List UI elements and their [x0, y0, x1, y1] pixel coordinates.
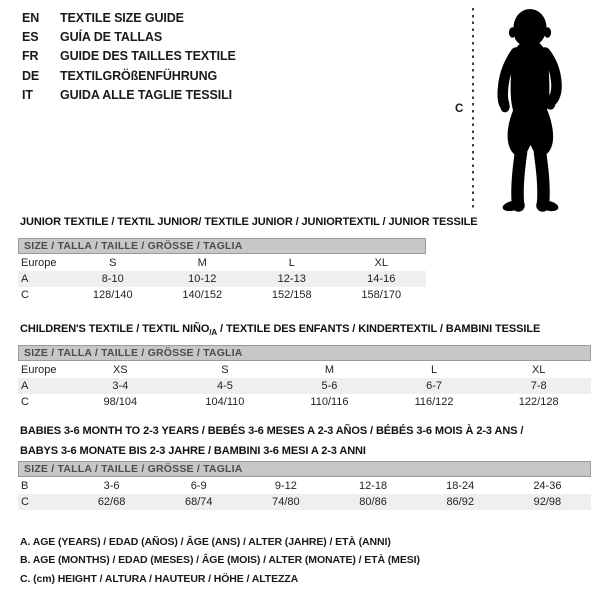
footnotes — [20, 533, 420, 588]
size-cell: 12-18 — [358, 480, 388, 492]
size-cell: 10-12 — [188, 273, 217, 285]
size-cell: XL — [374, 257, 388, 269]
size-cell: 3-4 — [112, 380, 129, 392]
junior-size-table — [18, 255, 426, 303]
row-label-cell: Europe — [21, 257, 57, 269]
size-cell: S — [221, 364, 229, 376]
language-code: FR — [22, 49, 39, 64]
size-cell: 116/122 — [414, 396, 454, 408]
size-cell: 8-10 — [101, 273, 124, 285]
size-cell: S — [109, 257, 117, 269]
language-code: EN — [22, 11, 40, 25]
children-size-table — [18, 362, 591, 410]
section-title-text: BABIES 3-6 MONTH TO 2-3 YEARS / BEBÉS 3-6 MESES A 2-3 AÑOS / BÉBÉS 3-6 MOIS À 2-3 ANS / — [20, 425, 524, 437]
row-label-cell: Europe — [21, 364, 57, 376]
size-cell: 18-24 — [446, 480, 475, 492]
row-label-cell: A — [21, 380, 29, 392]
language-row-fr — [22, 47, 236, 66]
row-label-cell: A — [21, 273, 29, 285]
baby-toddler-silhouette-icon — [483, 6, 578, 212]
language-row-es — [22, 28, 236, 47]
language-row-en — [22, 9, 236, 28]
table-row — [18, 362, 591, 378]
language-title: GUIDA ALLE TAGLIE TESSILI — [60, 87, 233, 102]
language-title: TEXTILE SIZE GUIDE — [60, 11, 184, 25]
language-code: DE — [22, 68, 40, 83]
size-header-bar: SIZE / TALLA / TAILLE / GRÖSSE / TAGLIA — [18, 461, 591, 477]
row-label-cell: C — [21, 289, 29, 301]
size-header-bar: SIZE / TALLA / TAILLE / GRÖSSE / TAGLIA — [18, 238, 426, 254]
section-title-text: JUNIOR TEXTILE / TEXTIL JUNIOR/ TEXTILE JUNIOR / JUNIORTEXTIL / JUNIOR TESSILE — [20, 216, 478, 228]
section-title-children — [20, 321, 540, 341]
size-cell: L — [431, 364, 438, 376]
size-cell: 140/152 — [182, 289, 223, 301]
size-cell: 3-6 — [103, 480, 120, 492]
row-label-cell: C — [21, 396, 29, 408]
babies-size-table — [18, 478, 591, 510]
section-title-line2: BABYS 3-6 MONATE BIS 2-3 JAHRE / BAMBINI 3-6 MESI A 2-3 ANNI — [20, 445, 366, 458]
size-cell: 98/104 — [103, 396, 138, 408]
section-title-babies — [20, 423, 523, 459]
size-cell: 128/140 — [92, 289, 133, 301]
size-cell: 6-9 — [190, 480, 207, 492]
size-cell: XL — [531, 364, 546, 376]
language-row-de — [22, 67, 236, 86]
language-title: GUIDE DES TAILLES TEXTILE — [60, 49, 236, 64]
section-title-text: / TEXTILE DES ENFANTS / KINDERTEXTIL / BAMBINI TESSILE — [217, 323, 541, 335]
size-cell: 158/170 — [361, 289, 402, 301]
size-cell: L — [288, 257, 295, 269]
language-title: GUÍA DE TALLAS — [60, 30, 163, 45]
section-title-text: CHILDREN'S TEXTILE / TEXTIL NIÑO — [20, 323, 210, 335]
size-cell: XS — [112, 364, 128, 376]
size-cell: 4-5 — [216, 380, 233, 392]
size-cell: 7-8 — [530, 380, 547, 392]
language-code: ES — [22, 30, 39, 45]
footnote-b: B. AGE (MONTHS) / EDAD (MESES) / ÂGE (MOIS) / ALTER (MONATE) / ETÀ (MESI) — [20, 554, 420, 567]
size-cell: 24-36 — [533, 480, 562, 492]
size-cell: 14-16 — [367, 273, 396, 285]
size-cell: M — [324, 364, 335, 376]
row-label-cell: C — [21, 496, 29, 508]
language-code: IT — [22, 87, 33, 102]
size-cell: 122/128 — [518, 396, 559, 408]
size-header-bar: SIZE / TALLA / TAILLE / GRÖSSE / TAGLIA — [18, 345, 591, 361]
size-cell: 74/80 — [272, 496, 300, 508]
footnote-a: A. AGE (YEARS) / EDAD (AÑOS) / ÂGE (ANS) / ALTER (JAHRE) / ETÀ (ANNI) — [20, 536, 391, 548]
table-row — [18, 287, 426, 303]
size-cell: 12-13 — [277, 273, 306, 285]
footnote-c: C. (cm) HEIGHT / ALTURA / HAUTEUR / HÖHE / ALTEZZA — [20, 572, 299, 585]
height-measure-label: C — [455, 103, 464, 115]
size-cell: 86/92 — [446, 496, 474, 508]
table-row — [18, 394, 591, 410]
table-row — [18, 478, 591, 494]
size-cell: M — [197, 257, 207, 269]
size-cell: 5-6 — [321, 380, 338, 392]
size-cell: 92/98 — [533, 496, 562, 508]
size-cell: 62/68 — [97, 496, 126, 508]
language-row-it — [22, 86, 236, 105]
size-cell: 6-7 — [426, 380, 443, 392]
section-title-subscript: /A — [209, 328, 218, 338]
size-cell: 110/116 — [310, 396, 349, 408]
table-row — [18, 378, 591, 394]
language-title: TEXTILGRÖßENFÜHRUNG — [60, 68, 218, 83]
size-cell: 104/110 — [205, 396, 245, 408]
size-cell: 9-12 — [274, 480, 297, 492]
table-row — [18, 255, 426, 271]
section-title-junior — [20, 214, 478, 234]
height-dotted-line — [472, 8, 474, 210]
row-label-cell: B — [21, 480, 29, 492]
size-cell: 152/158 — [271, 289, 312, 301]
table-row — [18, 271, 426, 287]
size-cell: 68/74 — [184, 496, 213, 508]
size-cell: 80/86 — [359, 496, 387, 508]
language-title-list — [22, 9, 236, 105]
table-row — [18, 494, 591, 510]
